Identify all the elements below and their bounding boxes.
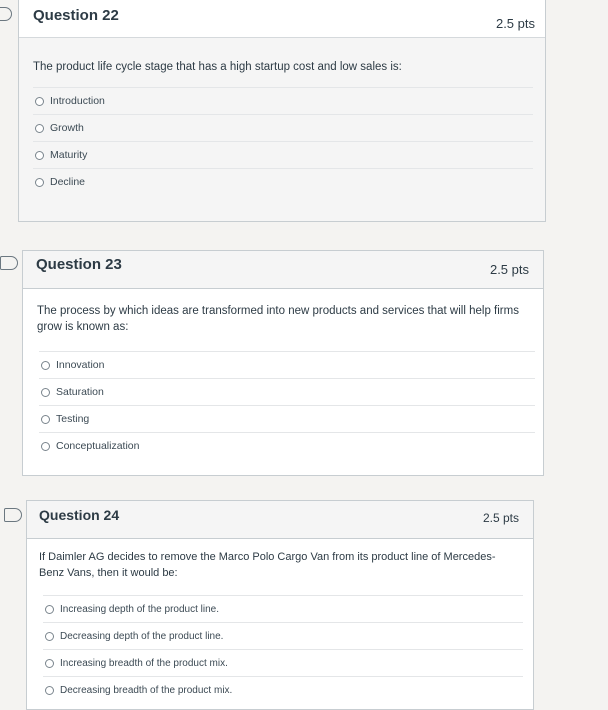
answer-option[interactable] (33, 87, 533, 114)
answer-option[interactable] (43, 676, 523, 703)
question-title: Question 22 (33, 7, 119, 24)
radio-button[interactable] (41, 415, 50, 424)
answer-label: Increasing depth of the product line. (60, 603, 219, 615)
radio-button[interactable] (45, 605, 54, 614)
answer-option[interactable] (39, 432, 535, 459)
radio-button[interactable] (41, 361, 50, 370)
answer-label: Maturity (50, 149, 88, 161)
answer-label: Saturation (56, 386, 104, 398)
question-points: 2.5 pts (489, 262, 529, 277)
question-text: If Daimler AG decides to remove the Marco Polo Cargo Van from its product line of Mercedes-Benz Vans, then it would be: (39, 551, 496, 579)
question-header (27, 501, 533, 539)
answer-option[interactable] (33, 114, 533, 141)
question-text: The process by which ideas are transformed into new products and services that will help firms grow is known as: (37, 305, 519, 333)
question-text: The product life cycle stage that has a high startup cost and low sales is: (33, 61, 402, 73)
radio-button[interactable] (41, 442, 50, 451)
question-header (19, 0, 545, 37)
radio-button[interactable] (45, 659, 54, 668)
answer-option[interactable] (43, 622, 523, 649)
question-card (18, 0, 546, 222)
answer-option[interactable] (39, 378, 535, 405)
radio-button[interactable] (45, 632, 54, 641)
question-card (22, 250, 544, 476)
answer-option[interactable] (43, 595, 523, 622)
flag-question-icon[interactable] (0, 256, 18, 270)
radio-button[interactable] (35, 124, 44, 133)
answer-label: Decreasing breadth of the product mix. (60, 684, 233, 696)
answer-option[interactable] (33, 168, 533, 195)
answer-label: Innovation (56, 359, 105, 371)
answer-label: Decline (50, 176, 86, 188)
radio-button[interactable] (45, 686, 54, 695)
question-points: 2.5 pts (482, 511, 519, 525)
answer-list (39, 351, 535, 459)
radio-button[interactable] (35, 97, 44, 106)
answer-option[interactable] (39, 405, 535, 432)
answer-option[interactable] (39, 351, 535, 378)
answer-label: Growth (50, 122, 84, 134)
answer-label: Decreasing depth of the product line. (60, 630, 224, 642)
answer-label: Increasing breadth of the product mix. (60, 657, 228, 669)
question-title: Question 24 (39, 507, 120, 523)
radio-button[interactable] (35, 178, 44, 187)
answer-option[interactable] (33, 141, 533, 168)
question-card (26, 500, 534, 710)
answer-list (43, 595, 523, 703)
answer-option[interactable] (43, 649, 523, 676)
radio-button[interactable] (41, 388, 50, 397)
answer-label: Testing (56, 413, 90, 425)
answer-label: Introduction (50, 95, 105, 107)
question-title: Question 23 (36, 256, 122, 273)
answer-label: Conceptualization (56, 440, 140, 452)
question-points: 2.5 pts (495, 16, 535, 31)
answer-list (33, 87, 533, 195)
flag-question-icon[interactable] (4, 508, 22, 522)
radio-button[interactable] (35, 151, 44, 160)
question-header (23, 251, 543, 289)
flag-question-icon[interactable] (0, 7, 12, 21)
